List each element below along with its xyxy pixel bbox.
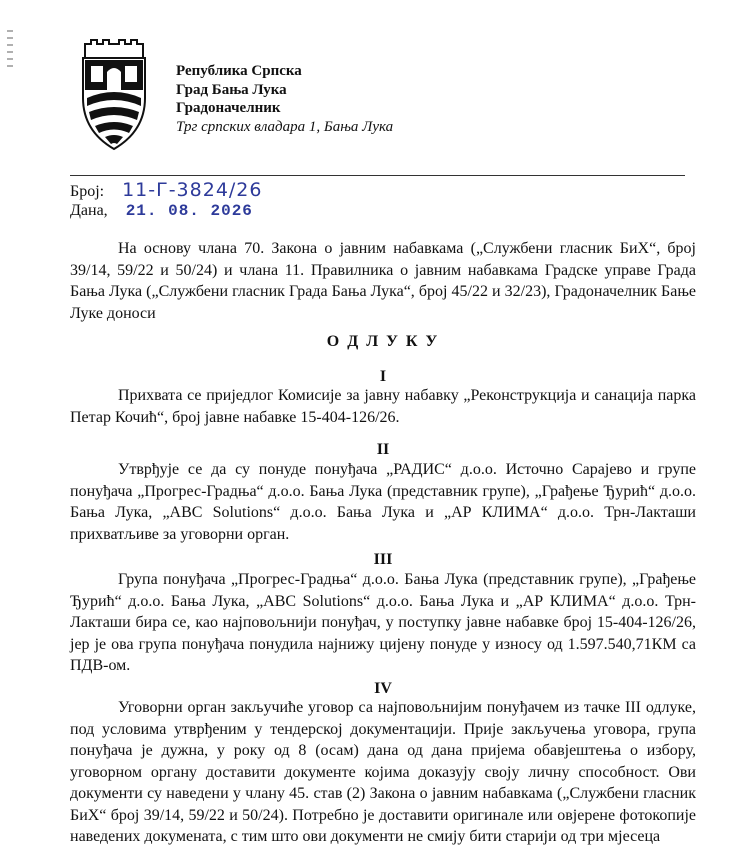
section-IV	[70, 697, 696, 848]
section-numeral: IV	[374, 680, 392, 697]
section-II	[70, 459, 696, 545]
section-text: Прихвата се приједлог Комисије за јавну набавку „Реконструкција и санација парка Петар Кочић“, број јавне набавке 15-404-126/26.	[70, 387, 696, 426]
issuer-block	[176, 62, 393, 136]
section-III	[70, 569, 696, 677]
document-date	[70, 202, 253, 220]
preamble-text: На основу члана 70. Закона о јавним набавкама („Службени гласник БиХ“, број 39/14, 59/22 и 50/24) и члана 11. Правилника о јавним набавкама Градске управе Града Бања Лука („Службени гласник Града Бања Лука“, број 45/22 и 32/23), Градоначелник Бање Луке доноси	[70, 240, 696, 322]
section-numeral: I	[379, 368, 387, 385]
section-I	[70, 385, 696, 428]
document-number	[70, 179, 263, 201]
decision-title: О Д Л У К У	[326, 333, 440, 350]
city-coat-of-arms	[79, 36, 149, 153]
date-label: Дана,	[70, 202, 108, 219]
date-stamp: 21. 08. 2026	[125, 202, 253, 220]
section-text: Група понуђача „Прогрес-Градња“ д.о.о. Бања Лука (представник групе), „Грађење Ђурић“ д.о.о. Бања Лука, „ABC Solutions“ д.о.о. Бања Лука и „АР КЛИМА“ д.о.о. Трн-Лакташи бира се, као најповољнији понуђач, у поступку јавне набавке број 15-404-126/26, јер је ова група понуђача понудила најнижу цијену понуде у износу од 1.597.540,71КМ са ПДВ-ом.	[70, 571, 696, 674]
section-numeral: II	[376, 441, 390, 458]
header-divider	[70, 175, 685, 176]
preamble	[70, 238, 696, 324]
issuer-address: Трг српских владара 1, Бања Лука	[176, 118, 394, 135]
section-numeral: III	[373, 551, 393, 568]
issuer-line: Градоначелник	[176, 100, 281, 116]
section-text: Утврђује се да су понуде понуђача „РАДИС“ д.о.о. Источно Сарајево и групе понуђача „Прогрес-Градња“ д.о.о. Бања Лука (представник групе), „Грађење Ђурић“ д.о.о. Бања Лука, „ABC Solutions“ д.о.о. Бања Лука и „АР КЛИМА“ д.о.о. Трн-Лакташи прихватљиве за уговорни орган.	[70, 461, 696, 543]
handwritten-number: 11-Г-3824/26	[122, 179, 263, 201]
punch-margin-marks	[7, 30, 17, 74]
number-label: Број:	[70, 183, 105, 200]
issuer-line: Република Српска	[176, 63, 302, 79]
section-text: Уговорни орган закључиће уговор са најповољнијим понуђачем из тачке III одлуке, под условима утврђеним у тендерској документацији. Прије закључења уговора, група понуђача је дужна, у року од 8 (осам) дана од дана пријема обавјештења о избору, уговорном органу доставити документе којима доказују своју личну способност. Ови документи су наведени у члану 45. став (2) Закона о јавним набавкама („Службени гласник БиХ“ број 39/14, 59/22 и 50/24). Потребно је доставити оригинале или овјерене фотокопије наведених докумената, с тим што ови документи не смију бити старији од три мјесеца	[70, 699, 696, 845]
issuer-line: Град Бања Лука	[176, 81, 287, 98]
